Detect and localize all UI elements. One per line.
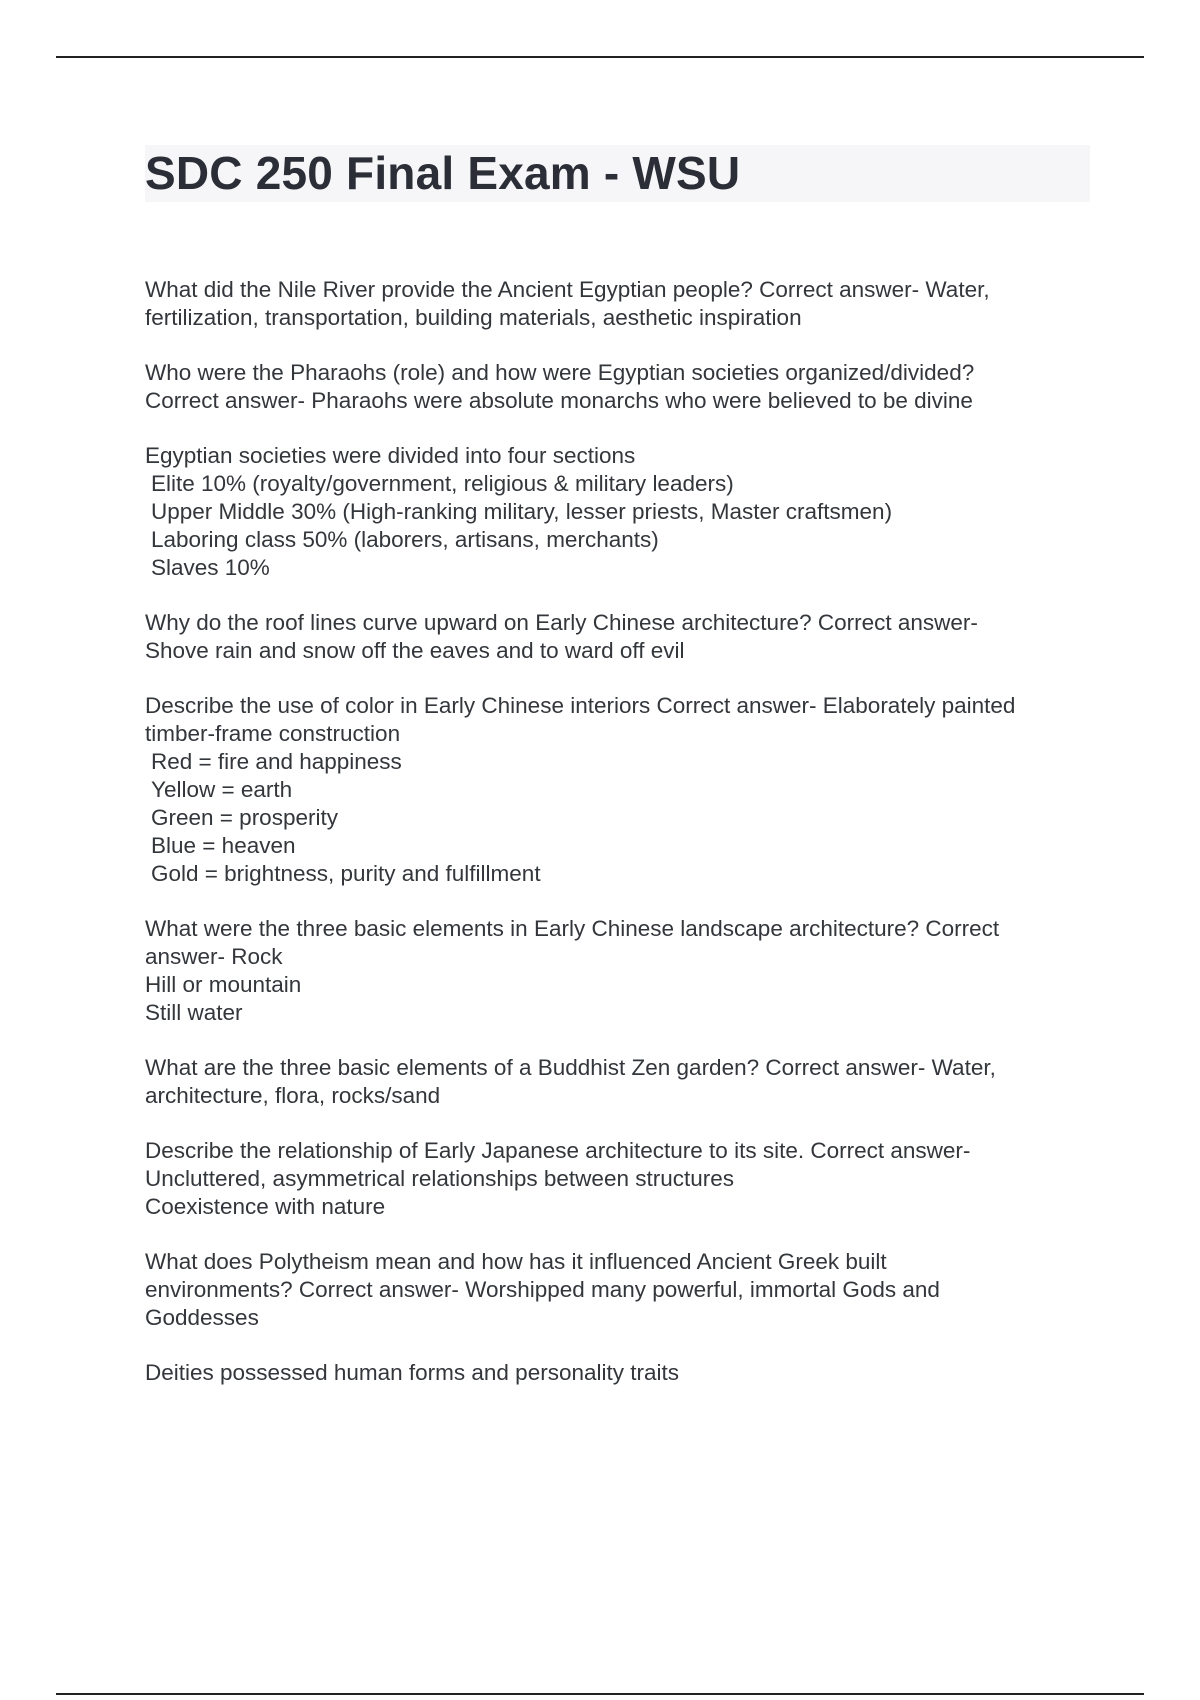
qa-block-chinese-color <box>145 692 1090 888</box>
qa-block-egyptian-society <box>145 442 1090 582</box>
qa-block-chinese-landscape <box>145 915 1090 1027</box>
qa-block-polytheism <box>145 1248 1090 1332</box>
qa-block-zen-garden <box>145 1054 1090 1110</box>
text-line: Describe the use of color in Early Chinese interiors Correct answer- Elaborately painted <box>145 693 1016 718</box>
text-line: Uncluttered, asymmetrical relationships between structures <box>145 1166 734 1191</box>
list-item: Laboring class 50% (laborers, artisans, merchants) <box>151 527 659 552</box>
bottom-rule <box>56 1693 1144 1695</box>
text-line: Who were the Pharaohs (role) and how were Egyptian societies organized/divided? <box>145 360 975 385</box>
qa-block-chinese-roof <box>145 609 1090 665</box>
text-line: Hill or mountain <box>145 972 302 997</box>
list-item: Gold = brightness, purity and fulfillment <box>151 861 541 886</box>
document-title: SDC 250 Final Exam - WSU <box>145 147 741 199</box>
text-line: Coexistence with nature <box>145 1194 386 1219</box>
text-line: What did the Nile River provide the Ancient Egyptian people? Correct answer- Water, <box>145 277 990 302</box>
list-item: Upper Middle 30% (High-ranking military, lesser priests, Master craftsmen) <box>151 499 893 524</box>
text-line: Deities possessed human forms and personality traits <box>145 1360 680 1385</box>
text-line: Why do the roof lines curve upward on Early Chinese architecture? Correct answer- <box>145 610 978 635</box>
list-item: Yellow = earth <box>151 777 293 802</box>
text-line: timber-frame construction <box>145 721 401 746</box>
text-line: Shove rain and snow off the eaves and to ward off evil <box>145 638 685 663</box>
list-item: Elite 10% (royalty/government, religious & military leaders) <box>151 471 734 496</box>
list-item: Slaves 10% <box>151 555 270 580</box>
qa-block-nile <box>145 276 1090 332</box>
text-line: answer- Rock <box>145 944 283 969</box>
list-item: Green = prosperity <box>151 805 338 830</box>
title-bar <box>145 145 1090 202</box>
text-line: environments? Correct answer- Worshipped many powerful, immortal Gods and <box>145 1277 940 1302</box>
text-line: fertilization, transportation, building materials, aesthetic inspiration <box>145 305 802 330</box>
qa-block-deities <box>145 1359 1090 1387</box>
top-rule <box>56 56 1144 58</box>
text-line: What were the three basic elements in Early Chinese landscape architecture? Correct <box>145 916 1000 941</box>
qa-block-pharaohs <box>145 359 1090 415</box>
list-item: Red = fire and happiness <box>151 749 402 774</box>
text-line: architecture, flora, rocks/sand <box>145 1083 441 1108</box>
text-line: Describe the relationship of Early Japanese architecture to its site. Correct answer- <box>145 1138 971 1163</box>
text-line: Goddesses <box>145 1305 259 1330</box>
text-line: What does Polytheism mean and how has it influenced Ancient Greek built <box>145 1249 887 1274</box>
text-line: Correct answer- Pharaohs were absolute monarchs who were believed to be divine <box>145 388 973 413</box>
text-line: What are the three basic elements of a Buddhist Zen garden? Correct answer- Water, <box>145 1055 996 1080</box>
list-item: Blue = heaven <box>151 833 296 858</box>
document-body <box>145 145 1090 1414</box>
text-line: Still water <box>145 1000 243 1025</box>
text-line: Egyptian societies were divided into four sections <box>145 443 636 468</box>
qa-block-japanese-site <box>145 1137 1090 1221</box>
